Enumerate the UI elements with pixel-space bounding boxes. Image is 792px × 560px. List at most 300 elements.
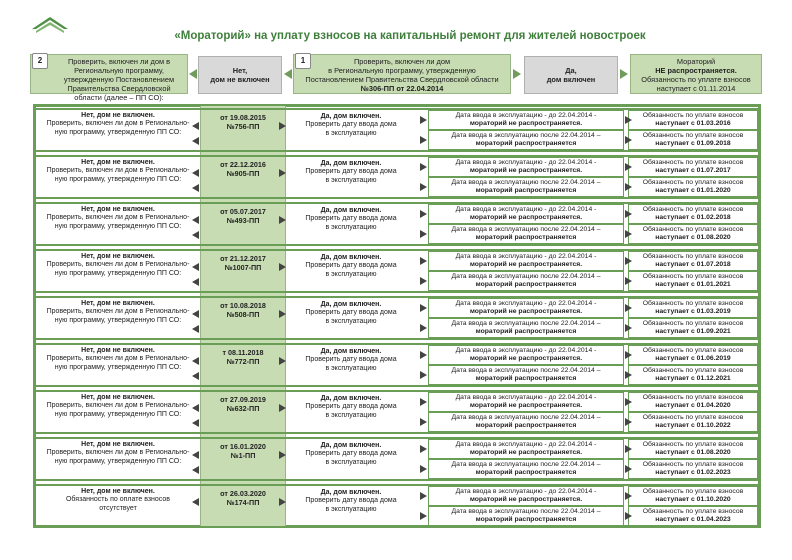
arrow-left-icon: [192, 498, 199, 506]
not-included-line-1: Проверить, включен ли дом в Регионально-: [46, 355, 190, 363]
after-date-line-1: Дата ввода в эксплуатацию после 22.04.2014 –: [451, 508, 601, 515]
after-date-line-2: мораторий распространяется: [475, 234, 577, 241]
arrow-right-icon: [279, 310, 286, 318]
obligation-after-line-2: наступает с 01.01.2020: [655, 187, 731, 194]
not-included-line-2: ную программу, утвержденную ПП СО:: [54, 175, 182, 183]
not-included-heading: Нет, дом не включен.: [81, 300, 155, 307]
included-line-2: в эксплуатацию: [325, 411, 377, 419]
obligation-before-line-2: наступает с 01.04.2020: [655, 402, 731, 409]
obligation-after-cell: [628, 318, 758, 338]
decree-date: от 16.01.2020: [220, 442, 266, 451]
after-date-line-2: мораторий распространяется: [475, 516, 577, 523]
arrow-right-icon: [625, 230, 632, 238]
decree-row: [36, 343, 758, 387]
obligation-before-line-1: Обязанность по уплате взносов: [642, 300, 744, 307]
before-date-cell: [428, 439, 624, 459]
decree-label: [201, 395, 285, 413]
included-heading: Да, дом включен.: [320, 254, 382, 261]
obligation-before-line-2: наступает с 01.10.2020: [655, 496, 731, 503]
included-line-1: Проверить дату ввода дома: [305, 356, 397, 364]
not-included-text: [36, 206, 200, 231]
after-date-cell: [428, 177, 624, 197]
arrow-right-icon: [279, 122, 286, 130]
after-date-line-1: Дата ввода в эксплуатацию после 22.04.2014 –: [451, 132, 601, 139]
obligation-after-line-2: наступает с 01.09.2018: [655, 140, 731, 147]
not-included-line-1: Проверить, включен ли дом в Регионально-: [46, 167, 190, 175]
house-logo-icon: [30, 15, 70, 45]
arrow-left-icon: [192, 184, 199, 192]
obligation-before-line-2: наступает с 01.07.2018: [655, 261, 731, 268]
arrow-right-icon: [625, 465, 632, 473]
decree-label: [201, 207, 285, 225]
arrow-left-icon: [192, 278, 199, 286]
arrow-left-icon: [192, 466, 199, 474]
not-included-line-2: ную программу, утвержденную ПП СО:: [54, 457, 182, 465]
decree-number: №1-ПП: [230, 451, 256, 460]
arrow-right-icon: [625, 324, 632, 332]
arrow-right-icon: [625, 492, 632, 500]
decree-row: [36, 390, 758, 434]
obligation-before-cell: [628, 439, 758, 459]
arrow-right-icon: [279, 357, 286, 365]
yes-text-2: дом включен: [546, 75, 596, 84]
arrow-right-icon: [625, 116, 632, 124]
arrow-right-icon: [625, 398, 632, 406]
arrow-right-icon: [279, 169, 286, 177]
decree-number: №174-ПП: [226, 498, 260, 507]
before-date-line-1: Дата ввода в эксплуатацию - до 22.04.2014 -: [455, 253, 597, 260]
arrow-right-icon: [625, 210, 632, 218]
obligation-before-line-1: Обязанность по уплате взносов: [642, 159, 744, 166]
not-included-line-2: ную программу, утвержденную ПП СО:: [54, 316, 182, 324]
after-date-line-1: Дата ввода в эксплуатацию после 22.04.2014 –: [451, 320, 601, 327]
arrow-right-icon: [279, 451, 286, 459]
arrow-right-icon: [625, 136, 632, 144]
obligation-after-line-2: наступает с 01.10.2022: [655, 422, 731, 429]
not-included-line-2: ную программу, утвержденную ПП СО:: [54, 410, 182, 418]
decree-label: [201, 254, 285, 272]
obligation-after-cell: [628, 271, 758, 291]
after-date-cell: [428, 130, 624, 150]
not-included-text: [36, 347, 200, 372]
obligation-before-line-2: наступает с 01.06.2019: [655, 355, 731, 362]
obligation-before-line-1: Обязанность по уплате взносов: [642, 206, 744, 213]
not-included-text: [36, 253, 200, 278]
included-text: [286, 301, 416, 326]
after-date-line-2: мораторий распространяется: [475, 328, 577, 335]
included-text: [286, 113, 416, 138]
not-included-line-1: Проверить, включен ли дом в Регионально-: [46, 402, 190, 410]
arrow-left-icon: [192, 404, 199, 412]
before-date-line-1: Дата ввода в эксплуатацию - до 22.04.2014 -: [455, 441, 597, 448]
obligation-after-line-1: Обязанность по уплате взносов: [642, 414, 744, 421]
arrow-right-icon: [420, 398, 427, 406]
before-date-line-1: Дата ввода в эксплуатацию - до 22.04.2014 -: [455, 300, 597, 307]
included-line-2: в эксплуатацию: [325, 129, 377, 137]
before-date-line-2: мораторий не распространяется.: [469, 261, 583, 268]
included-line-2: в эксплуатацию: [325, 223, 377, 231]
included-text: [286, 160, 416, 185]
included-heading: Да, дом включен.: [320, 160, 382, 167]
before-date-line-2: мораторий не распространяется.: [469, 167, 583, 174]
arrow-left-icon: [192, 216, 199, 224]
decree-date: от 27.09.2019: [220, 395, 266, 404]
decree-label: [201, 113, 285, 131]
not-included-heading: Нет, дом не включен.: [81, 253, 155, 260]
step2-text: Проверить, включен ли дом в Региональную программу, утвержденную Постановлением Правительства Свердловской области (далее – ПП СО):: [63, 57, 175, 102]
obligation-after-line-1: Обязанность по уплате взносов: [642, 461, 744, 468]
obligation-before-cell: [628, 298, 758, 318]
not-included-line-1: Проверить, включен ли дом в Регионально-: [46, 308, 190, 316]
result-box: [630, 54, 762, 94]
arrow-right-icon: [420, 136, 427, 144]
not-included-line-1: Проверить, включен ли дом в Регионально-: [46, 214, 190, 222]
arrow-right-icon: [625, 351, 632, 359]
included-line-2: в эксплуатацию: [325, 270, 377, 278]
arrow-left-icon: [192, 310, 199, 318]
decree-row: [36, 296, 758, 340]
before-date-line-1: Дата ввода в эксплуатацию - до 22.04.2014 -: [455, 112, 597, 119]
arrow-left-icon: [284, 69, 292, 79]
not-included-text: [36, 300, 200, 325]
arrow-left-icon: [192, 451, 199, 459]
after-date-line-2: мораторий распространяется: [475, 140, 577, 147]
before-date-cell: [428, 298, 624, 318]
arrow-right-icon: [279, 404, 286, 412]
not-included-line-2: ную программу, утвержденную ПП СО:: [54, 222, 182, 230]
included-line-1: Проверить дату ввода дома: [305, 450, 397, 458]
decree-label: [201, 489, 285, 507]
arrow-right-icon: [279, 498, 286, 506]
after-date-line-1: Дата ввода в эксплуатацию после 22.04.2014 –: [451, 226, 601, 233]
before-date-line-1: Дата ввода в эксплуатацию - до 22.04.2014 -: [455, 394, 597, 401]
decree-label: [201, 348, 285, 366]
obligation-before-line-1: Обязанность по уплате взносов: [642, 347, 744, 354]
decree-date: от 21.12.2017: [220, 254, 266, 263]
before-date-line-2: мораторий не распространяется.: [469, 355, 583, 362]
arrow-left-icon: [192, 122, 199, 130]
obligation-after-line-1: Обязанность по уплате взносов: [642, 367, 744, 374]
included-line-1: Проверить дату ввода дома: [305, 262, 397, 270]
obligation-after-line-1: Обязанность по уплате взносов: [642, 508, 744, 515]
obligation-after-cell: [628, 177, 758, 197]
arrow-left-icon: [192, 263, 199, 271]
after-date-line-2: мораторий распространяется: [475, 281, 577, 288]
included-heading: Да, дом включен.: [320, 207, 382, 214]
arrow-right-icon: [420, 210, 427, 218]
result-line-1: Мораторий: [676, 57, 716, 66]
after-date-line-1: Дата ввода в эксплуатацию после 22.04.2014 –: [451, 179, 601, 186]
obligation-before-cell: [628, 392, 758, 412]
obligation-after-line-1: Обязанность по уплате взносов: [642, 132, 744, 139]
step2-box: [30, 54, 188, 102]
arrow-right-icon: [625, 371, 632, 379]
not-included-line-2: отсутствует: [99, 504, 137, 512]
before-date-line-2: мораторий не распространяется.: [469, 214, 583, 221]
arrow-right-icon: [625, 163, 632, 171]
before-date-line-1: Дата ввода в эксплуатацию - до 22.04.2014 -: [455, 347, 597, 354]
decree-date: от 10.08.2018: [220, 301, 266, 310]
included-line-1: Проверить дату ввода дома: [305, 309, 397, 317]
arrow-right-icon: [420, 163, 427, 171]
included-text: [286, 442, 416, 467]
after-date-line-2: мораторий распространяется: [475, 469, 577, 476]
obligation-after-cell: [628, 412, 758, 432]
obligation-before-line-2: наступает с 01.02.2018: [655, 214, 731, 221]
obligation-before-line-1: Обязанность по уплате взносов: [642, 394, 744, 401]
before-date-line-2: мораторий не распространяется.: [469, 308, 583, 315]
not-included-line-1: Проверить, включен ли дом в Регионально-: [46, 449, 190, 457]
decree-row: [36, 437, 758, 481]
not-included-line-2: ную программу, утвержденную ПП СО:: [54, 128, 182, 136]
not-included-line-1: Обязанность по оплате взносов: [65, 496, 170, 504]
obligation-after-line-2: наступает с 01.04.2023: [655, 516, 731, 523]
arrow-right-icon: [625, 445, 632, 453]
arrow-left-icon: [192, 231, 199, 239]
not-included-text: [36, 441, 200, 466]
decree-date: от 19.08.2015: [220, 113, 266, 122]
included-text: [286, 207, 416, 232]
step1-line-2: в Региональную программу, утвержденную: [328, 66, 476, 75]
decree-date: от 22.12.2016: [220, 160, 266, 169]
arrow-right-icon: [420, 351, 427, 359]
arrow-right-icon: [420, 371, 427, 379]
arrow-right-icon: [279, 263, 286, 271]
not-included-line-1: Проверить, включен ли дом в Регионально-: [46, 120, 190, 128]
obligation-before-cell: [628, 204, 758, 224]
included-heading: Да, дом включен.: [320, 442, 382, 449]
included-line-1: Проверить дату ввода дома: [305, 497, 397, 505]
after-date-cell: [428, 365, 624, 385]
obligation-after-line-2: наступает с 01.09.2021: [655, 328, 731, 335]
not-included-heading: Нет, дом не включен.: [81, 441, 155, 448]
not-included-text: [36, 112, 200, 137]
after-date-cell: [428, 506, 624, 526]
after-date-cell: [428, 459, 624, 479]
after-date-line-2: мораторий распространяется: [475, 422, 577, 429]
after-date-cell: [428, 224, 624, 244]
arrow-left-icon: [192, 169, 199, 177]
decree-number: №632-ПП: [226, 404, 260, 413]
not-included-text: [36, 159, 200, 184]
arrow-right-icon: [420, 257, 427, 265]
obligation-before-cell: [628, 157, 758, 177]
included-heading: Да, дом включен.: [320, 395, 382, 402]
no-box: [198, 56, 282, 94]
arrow-right-icon: [620, 69, 628, 79]
not-included-text: [36, 488, 200, 513]
decree-date: т 08.11.2018: [222, 348, 264, 357]
before-date-cell: [428, 157, 624, 177]
included-heading: Да, дом включен.: [320, 348, 382, 355]
included-line-1: Проверить дату ввода дома: [305, 121, 397, 129]
decree-label: [201, 160, 285, 178]
yes-box: [524, 56, 618, 94]
before-date-line-2: мораторий не распространяется.: [469, 496, 583, 503]
decree-number: №772-ПП: [226, 357, 260, 366]
step1-line-3: Постановлением Правительства Свердловской области: [305, 75, 499, 84]
not-included-heading: Нет, дом не включен.: [81, 112, 155, 119]
decree-number: №493-ПП: [226, 216, 260, 225]
result-line-4: наступает с 01.11.2014: [656, 84, 736, 93]
before-date-line-1: Дата ввода в эксплуатацию - до 22.04.2014 -: [455, 159, 597, 166]
included-heading: Да, дом включен.: [320, 301, 382, 308]
arrow-right-icon: [625, 257, 632, 265]
decree-date: от 05.07.2017: [220, 207, 266, 216]
before-date-cell: [428, 110, 624, 130]
after-date-cell: [428, 271, 624, 291]
arrow-right-icon: [420, 277, 427, 285]
obligation-after-line-2: наступает с 01.08.2020: [655, 234, 731, 241]
arrow-left-icon: [192, 325, 199, 333]
before-date-cell: [428, 204, 624, 224]
arrow-right-icon: [625, 304, 632, 312]
decree-date: от 26.03.2020: [220, 489, 266, 498]
obligation-before-cell: [628, 345, 758, 365]
obligation-after-line-1: Обязанность по уплате взносов: [642, 320, 744, 327]
result-line-2: НЕ распространяется.: [655, 66, 737, 75]
decree-number: №756-ПП: [226, 122, 260, 131]
obligation-after-line-2: наступает с 01.02.2023: [655, 469, 731, 476]
arrow-right-icon: [420, 183, 427, 191]
page-title: «Мораторий» на уплату взносов на капитальный ремонт для жителей новостроек: [174, 30, 646, 42]
arrow-right-icon: [625, 277, 632, 285]
included-line-1: Проверить дату ввода дома: [305, 168, 397, 176]
obligation-before-cell: [628, 251, 758, 271]
not-included-heading: Нет, дом не включен.: [81, 206, 155, 213]
included-heading: Да, дом включен.: [320, 113, 382, 120]
obligation-after-line-1: Обязанность по уплате взносов: [642, 226, 744, 233]
decree-number: №905-ПП: [226, 169, 260, 178]
included-heading: Да, дом включен.: [320, 489, 382, 496]
after-date-line-1: Дата ввода в эксплуатацию после 22.04.2014 –: [451, 414, 601, 421]
before-date-cell: [428, 392, 624, 412]
result-line-3: Обязанность по уплате взносов: [641, 75, 751, 84]
arrow-right-icon: [420, 445, 427, 453]
not-included-line-2: ную программу, утвержденную ПП СО:: [54, 269, 182, 277]
obligation-before-line-1: Обязанность по уплате взносов: [642, 253, 744, 260]
step2-number: 2: [32, 53, 48, 69]
included-line-2: в эксплуатацию: [325, 458, 377, 466]
obligation-after-cell: [628, 130, 758, 150]
arrow-right-icon: [420, 230, 427, 238]
decree-number: №1007-ПП: [224, 263, 262, 272]
obligation-before-cell: [628, 110, 758, 130]
after-date-cell: [428, 412, 624, 432]
obligation-before-line-2: наступает с 01.08.2020: [655, 449, 731, 456]
yes-text: Да,: [565, 66, 577, 75]
arrow-right-icon: [420, 492, 427, 500]
after-date-line-1: Дата ввода в эксплуатацию после 22.04.2014 –: [451, 461, 601, 468]
obligation-before-line-1: Обязанность по уплате взносов: [642, 441, 744, 448]
no-text: Нет,: [232, 66, 248, 75]
decree-label: [201, 301, 285, 319]
arrow-right-icon: [420, 304, 427, 312]
before-date-line-1: Дата ввода в эксплуатацию - до 22.04.2014 -: [455, 206, 597, 213]
arrow-left-icon: [192, 357, 199, 365]
arrow-left-icon: [189, 69, 197, 79]
decree-row: [36, 202, 758, 246]
arrow-left-icon: [192, 372, 199, 380]
included-text: [286, 395, 416, 420]
included-text: [286, 254, 416, 279]
obligation-after-line-2: наступает с 01.12.2021: [655, 375, 731, 382]
step1-line-1: Проверить, включен ли дом: [353, 57, 451, 66]
before-date-line-1: Дата ввода в эксплуатацию - до 22.04.2014 -: [455, 488, 597, 495]
not-included-line-2: ную программу, утвержденную ПП СО:: [54, 363, 182, 371]
not-included-line-1: Проверить, включен ли дом в Регионально-: [46, 261, 190, 269]
included-line-2: в эксплуатацию: [325, 505, 377, 513]
arrow-right-icon: [625, 418, 632, 426]
obligation-after-line-1: Обязанность по уплате взносов: [642, 273, 744, 280]
step1-line-4: №306-ПП от 22.04.2014: [360, 84, 444, 93]
not-included-heading: Нет, дом не включен.: [81, 394, 155, 401]
arrow-left-icon: [192, 419, 199, 427]
decree-row: [36, 155, 758, 199]
arrow-right-icon: [625, 512, 632, 520]
included-text: [286, 348, 416, 373]
obligation-before-line-1: Обязанность по уплате взносов: [642, 488, 744, 495]
before-date-line-2: мораторий не распространяется.: [469, 449, 583, 456]
arrow-right-icon: [420, 512, 427, 520]
step1-box: [293, 54, 511, 94]
arrow-left-icon: [192, 137, 199, 145]
included-line-1: Проверить дату ввода дома: [305, 215, 397, 223]
obligation-before-cell: [628, 486, 758, 506]
decree-row: [36, 249, 758, 293]
not-included-heading: Нет, дом не включен.: [81, 488, 155, 495]
not-included-heading: Нет, дом не включен.: [81, 159, 155, 166]
after-date-line-2: мораторий распространяется: [475, 187, 577, 194]
obligation-before-line-2: наступает с 01.03.2016: [655, 120, 731, 127]
included-line-2: в эксплуатацию: [325, 176, 377, 184]
obligation-after-cell: [628, 365, 758, 385]
arrow-right-icon: [420, 418, 427, 426]
after-date-line-2: мораторий распространяется: [475, 375, 577, 382]
included-text: [286, 489, 416, 514]
obligation-after-cell: [628, 506, 758, 526]
arrow-right-icon: [420, 116, 427, 124]
decree-label: [201, 442, 285, 460]
step1-number: 1: [295, 53, 311, 69]
before-date-line-2: мораторий не распространяется.: [469, 120, 583, 127]
arrow-right-icon: [420, 324, 427, 332]
obligation-before-line-2: наступает с 01.03.2019: [655, 308, 731, 315]
obligation-after-cell: [628, 459, 758, 479]
obligation-before-line-1: Обязанность по уплате взносов: [642, 112, 744, 119]
not-included-heading: Нет, дом не включен.: [81, 347, 155, 354]
before-date-cell: [428, 251, 624, 271]
after-date-line-1: Дата ввода в эксплуатацию после 22.04.2014 –: [451, 367, 601, 374]
before-date-cell: [428, 486, 624, 506]
obligation-after-line-1: Обязанность по уплате взносов: [642, 179, 744, 186]
before-date-line-2: мораторий не распространяется.: [469, 402, 583, 409]
after-date-line-1: Дата ввода в эксплуатацию после 22.04.2014 –: [451, 273, 601, 280]
included-line-2: в эксплуатацию: [325, 364, 377, 372]
decree-row: [36, 108, 758, 152]
no-text-2: дом не включен: [210, 75, 270, 84]
decree-number: №508-ПП: [226, 310, 260, 319]
obligation-before-line-2: наступает с 01.07.2017: [655, 167, 731, 174]
included-line-2: в эксплуатацию: [325, 317, 377, 325]
arrow-right-icon: [420, 465, 427, 473]
obligation-after-cell: [628, 224, 758, 244]
after-date-cell: [428, 318, 624, 338]
included-line-1: Проверить дату ввода дома: [305, 403, 397, 411]
arrow-right-icon: [625, 183, 632, 191]
decree-row: [36, 484, 758, 528]
arrow-right-icon: [513, 69, 521, 79]
